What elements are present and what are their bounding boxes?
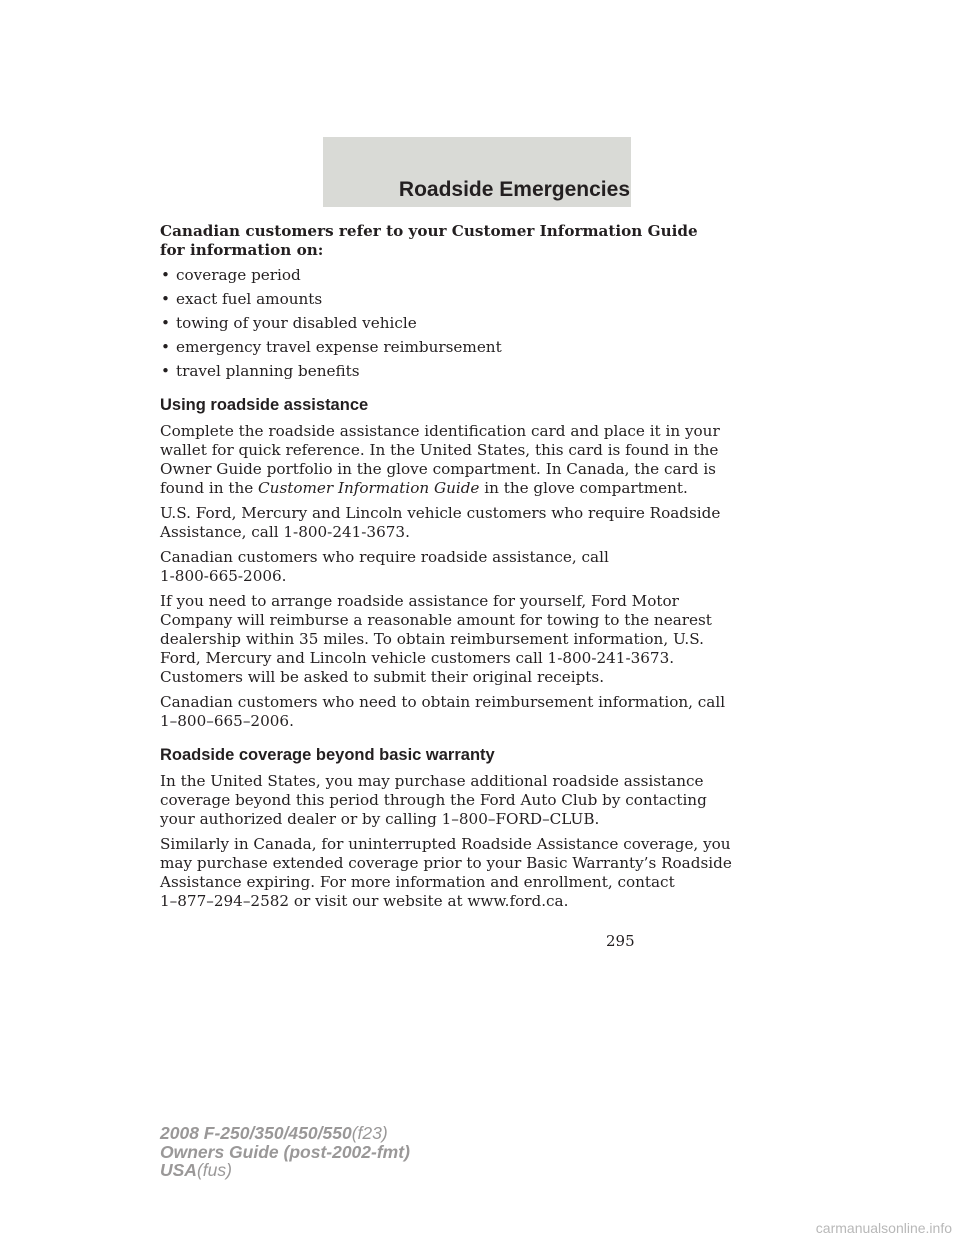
page-number: 295 bbox=[606, 932, 635, 950]
bullet-icon: • bbox=[161, 362, 170, 380]
bullet-icon: • bbox=[161, 290, 170, 308]
text-line: Customers will be asked to submit their original receipts. bbox=[160, 668, 605, 686]
list-item bbox=[160, 290, 640, 309]
text-line: Complete the roadside assistance identification card and place it in your bbox=[160, 422, 720, 440]
list-item-text: exact fuel amounts bbox=[176, 290, 323, 308]
text-line: Assistance, call 1-800-241-3673. bbox=[160, 523, 410, 541]
text-fragment: found in the bbox=[160, 479, 259, 497]
footer-model-code: (f23) bbox=[351, 1123, 388, 1143]
footer-guide-line: Owners Guide (post-2002-fmt) bbox=[160, 1141, 410, 1162]
text-line: 1–800–665–2006. bbox=[160, 712, 294, 730]
paragraph bbox=[160, 548, 640, 586]
text-line: your authorized dealer or by calling 1–800–FORD–CLUB. bbox=[160, 810, 600, 828]
text-line: 1–877–294–2582 or visit our website at www.ford.ca. bbox=[160, 892, 569, 910]
footer-region-code: (fus) bbox=[196, 1160, 232, 1180]
list-item bbox=[160, 314, 640, 333]
text-line: dealership within 35 miles. To obtain reimbursement information, U.S. bbox=[160, 630, 704, 648]
section-heading-roadside-coverage: Roadside coverage beyond basic warranty bbox=[160, 746, 495, 764]
text-line: In the United States, you may purchase additional roadside assistance bbox=[160, 772, 704, 790]
info-bullet-list bbox=[160, 266, 640, 381]
paragraph bbox=[160, 592, 712, 687]
text-line: may purchase extended coverage prior to your Basic Warranty’s Roadside bbox=[160, 854, 732, 872]
section-title: Roadside Emergencies bbox=[398, 178, 630, 201]
section-heading-using-roadside-assistance: Using roadside assistance bbox=[160, 396, 369, 414]
list-item-text: coverage period bbox=[176, 266, 301, 284]
text-line: 1-800-665-2006. bbox=[160, 567, 287, 585]
footer-model: 2008 F-250/350/450/550 bbox=[160, 1123, 352, 1143]
text-line: Canadian customers who need to obtain reimbursement information, call bbox=[160, 693, 726, 711]
intro-line: for information on: bbox=[160, 241, 324, 259]
paragraph bbox=[160, 835, 732, 911]
watermark: carmanualsonline.info bbox=[815, 1220, 952, 1236]
text-line: Assistance expiring. For more information and enrollment, contact bbox=[160, 873, 675, 891]
list-item-text: travel planning benefits bbox=[176, 362, 360, 380]
bullet-icon: • bbox=[161, 314, 170, 332]
footer-region: USA bbox=[160, 1160, 197, 1180]
paragraph bbox=[160, 422, 720, 498]
page-content bbox=[160, 222, 732, 917]
footer-region-line bbox=[160, 1161, 410, 1180]
document-footer bbox=[160, 1124, 410, 1180]
text-line: U.S. Ford, Mercury and Lincoln vehicle customers who require Roadside bbox=[160, 504, 721, 522]
bullet-icon: • bbox=[161, 338, 170, 356]
text-line: wallet for quick reference. In the United States, this card is found in the bbox=[160, 441, 719, 459]
intro-paragraph bbox=[160, 222, 698, 260]
text-line: Canadian customers who require roadside assistance, call bbox=[160, 548, 609, 566]
text-line: Owner Guide portfolio in the glove compartment. In Canada, the card is bbox=[160, 460, 716, 478]
text-fragment: in the glove compartment. bbox=[479, 479, 688, 497]
footer-model-line bbox=[160, 1124, 410, 1143]
bullet-icon: • bbox=[161, 266, 170, 284]
text-line: Ford, Mercury and Lincoln vehicle customers call 1-800-241-3673. bbox=[160, 649, 675, 667]
text-line bbox=[160, 479, 688, 498]
list-item-text: towing of your disabled vehicle bbox=[176, 314, 417, 332]
guide-title-italic: Customer Information Guide bbox=[258, 479, 480, 497]
text-line: If you need to arrange roadside assistance for yourself, Ford Motor bbox=[160, 592, 679, 610]
list-item bbox=[160, 362, 640, 381]
text-line: coverage beyond this period through the Ford Auto Club by contacting bbox=[160, 791, 707, 809]
paragraph bbox=[160, 772, 707, 829]
text-line: Company will reimburse a reasonable amount for towing to the nearest bbox=[160, 611, 712, 629]
paragraph bbox=[160, 693, 726, 731]
text-line: Similarly in Canada, for uninterrupted Roadside Assistance coverage, you bbox=[160, 835, 731, 853]
list-item bbox=[160, 266, 640, 285]
list-item-text: emergency travel expense reimbursement bbox=[176, 338, 502, 356]
paragraph bbox=[160, 504, 721, 542]
list-item bbox=[160, 338, 640, 357]
intro-line: Canadian customers refer to your Customer Information Guide bbox=[160, 222, 698, 240]
